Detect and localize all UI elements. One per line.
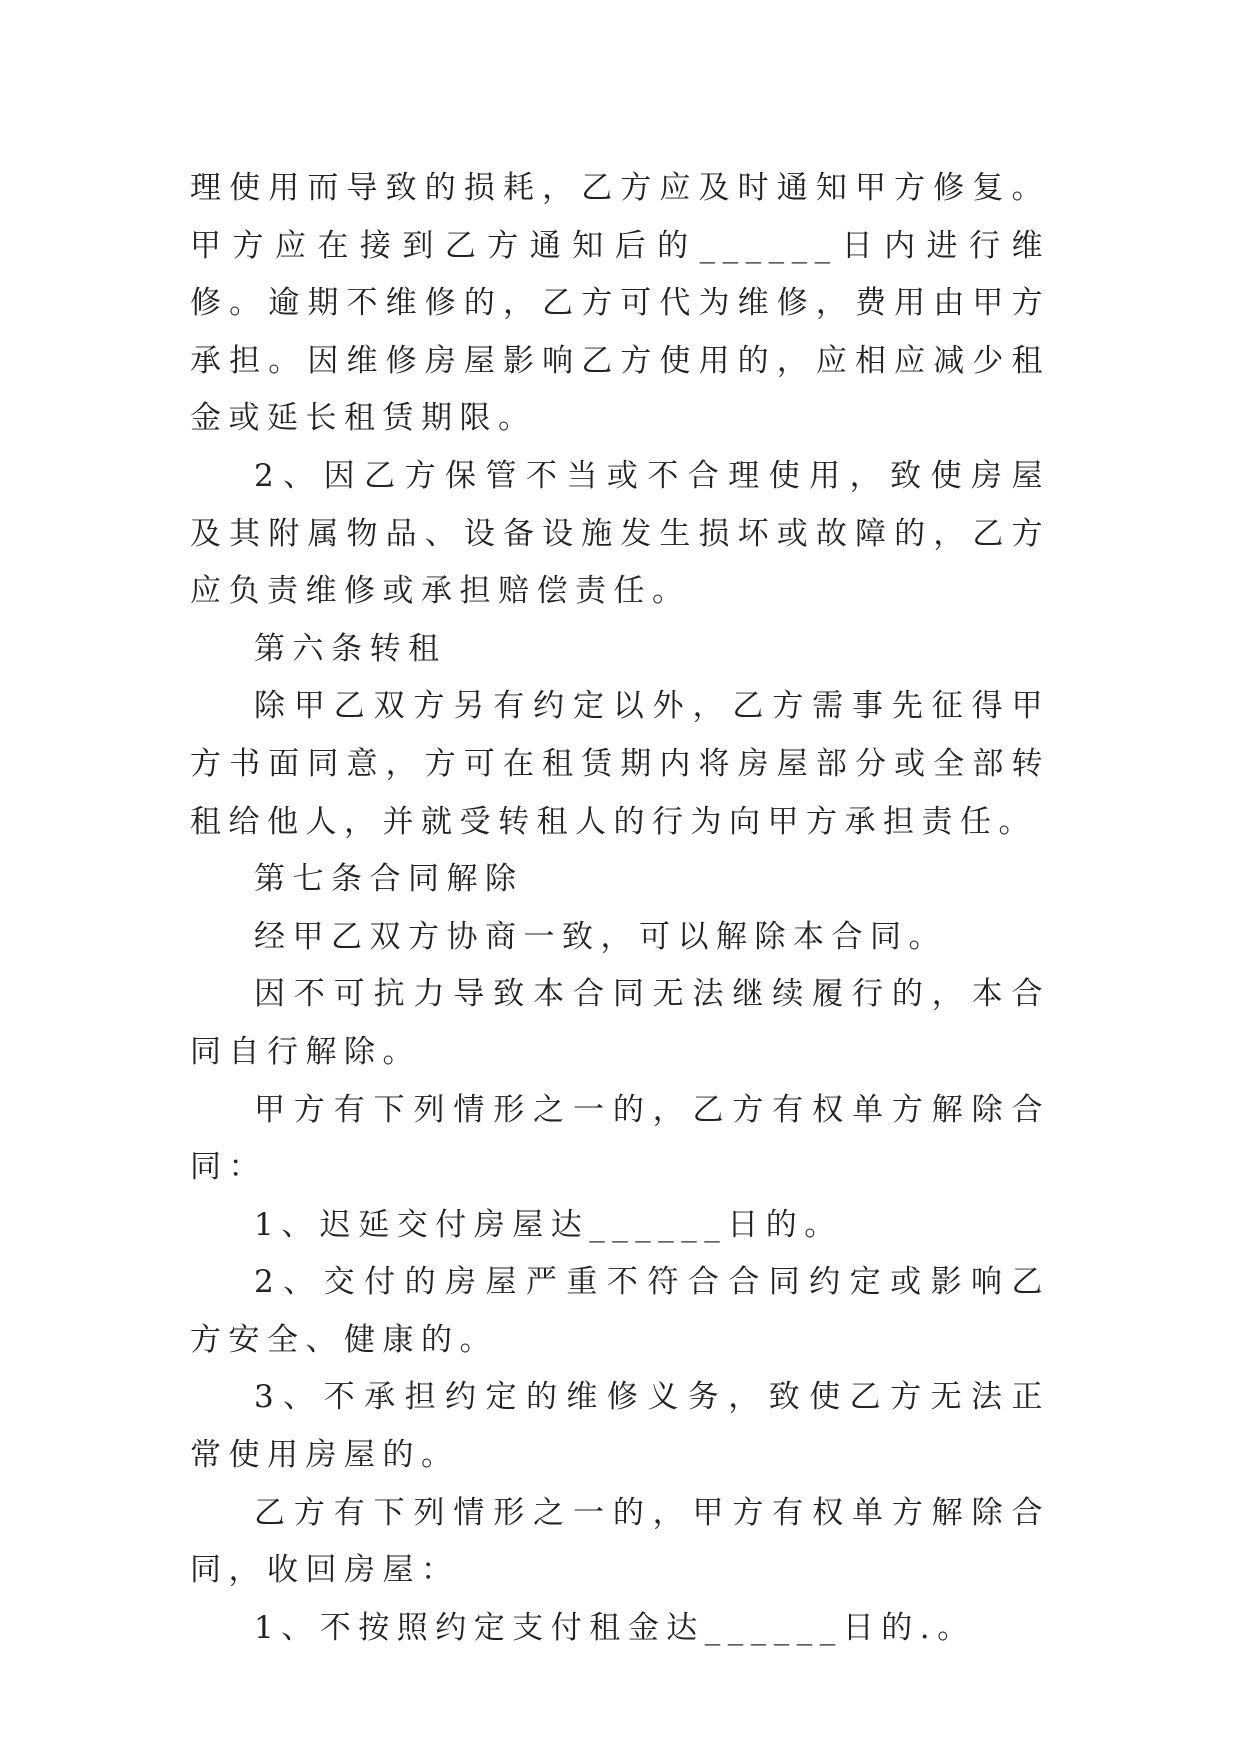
list-item-lessor-breach-2: 2、交付的房屋严重不符合合同约定或影响乙方安全、健康的。 [190,1264,1050,1358]
section-heading-termination: 第七条合同解除 [254,861,524,898]
paragraph-force-majeure: 因不可抗力导致本合同无法继续履行的，本合同自行解除。 [190,976,1050,1070]
paragraph-lessor-breach-intro: 甲方有下列情形之一的，乙方有权单方解除合同： [190,1091,1050,1186]
list-item-lessee-breach-1: 1、不按照约定支付租金达______日的.。 [254,1609,976,1646]
section-heading-sublease: 第六条转租 [254,630,447,667]
paragraph-lessee-breach-intro: 乙方有下列情形之一的，甲方有权单方解除合同，收回房屋： [190,1494,1050,1589]
document-body [190,160,1050,1657]
paragraph-repair-continued: 理使用而导致的损耗，乙方应及时通知甲方修复。甲方应在接到乙方通知后的______日内进行维修。逾期不维修的，乙方可代为维修，费用由甲方承担。因维修房屋影响乙方使用的，应相应减少租金或延长租赁期限。 [190,170,1050,437]
list-item-lessor-breach-3: 3、不承担约定的维修义务，致使乙方无法正常使用房屋的。 [190,1379,1050,1474]
paragraph-repair-item-2: 2、因乙方保管不当或不合理使用，致使房屋及其附属物品、设备设施发生损坏或故障的，乙方应负责维修或承担赔偿责任。 [190,457,1050,610]
list-item-lessor-breach-1: 1、迟延交付房屋达______日的。 [254,1206,843,1243]
paragraph-mutual-termination: 经甲乙双方协商一致，可以解除本合同。 [254,918,947,955]
paragraph-sublease: 除甲乙双方另有约定以外，乙方需事先征得甲方书面同意，方可在租赁期内将房屋部分或全部转租给他人，并就受转租人的行为向甲方承担责任。 [190,688,1050,840]
